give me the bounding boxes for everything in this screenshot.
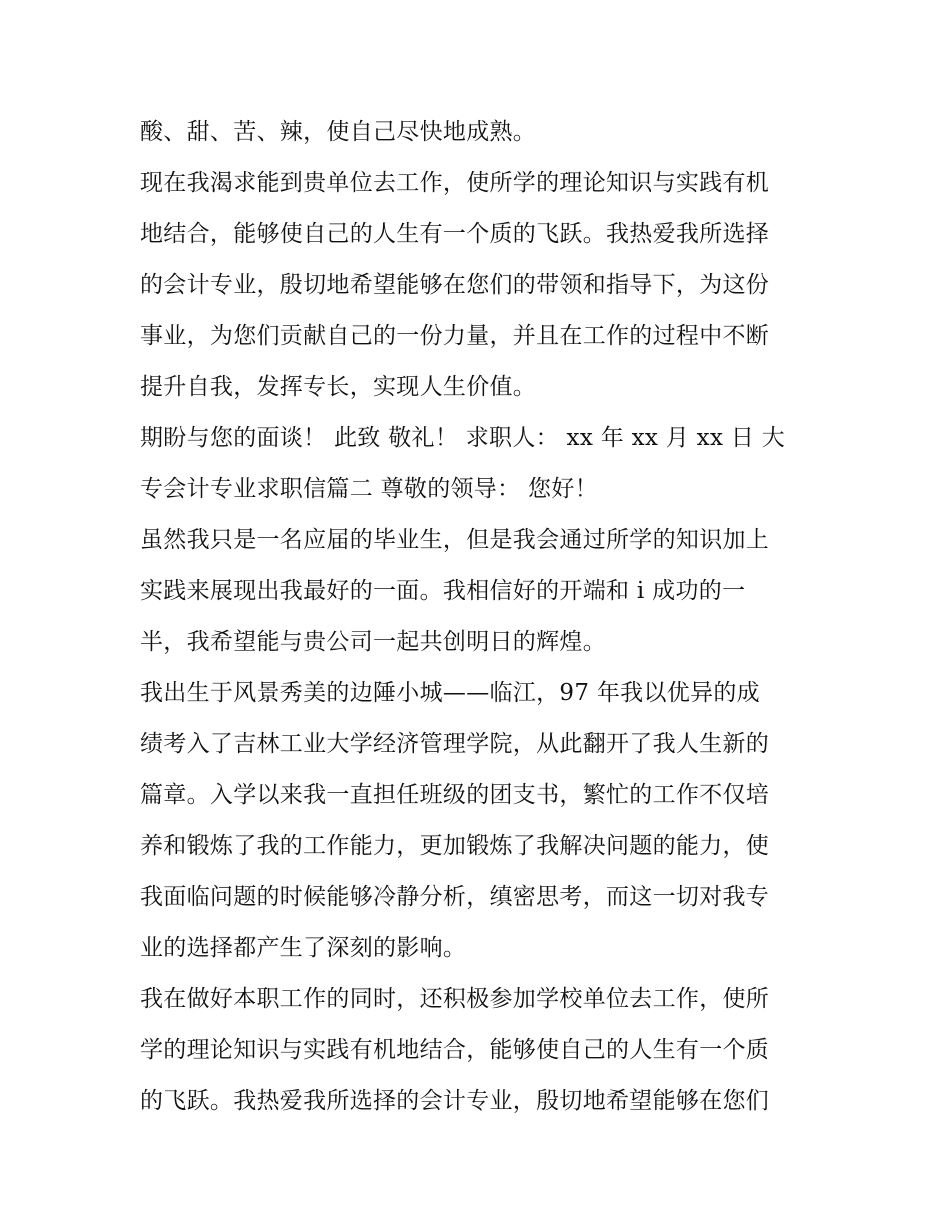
text-line-14: 篇章。入学以来我一直担任班级的团支书，繁忙的工作不仅培 [140, 782, 770, 808]
text-line-12: 我出生于风景秀美的边陲小城——临江，97 年我以优异的成 [140, 680, 760, 706]
text-line-18: 我在做好本职工作的同时，还积极参加学校单位去工作，使所 [140, 986, 770, 1012]
text-line-11: 半，我希望能与贵公司一起共创明日的辉煌。 [140, 629, 606, 655]
text-line-8: 专会计专业求职信篇二 尊敬的领导： 您好！ [140, 476, 598, 502]
text-line-9: 虽然我只是一名应届的毕业生，但是我会通过所学的知识加上 [140, 527, 770, 553]
text-line-15: 养和锻炼了我的工作能力，更加锻炼了我解决问题的能力，使 [140, 833, 770, 859]
text-line-16: 我面临问题的时候能够冷静分析，缜密思考，而这一切对我专 [140, 884, 770, 910]
text-line-5: 事业，为您们贡献自己的一份力量，并且在工作的过程中不断 [140, 323, 770, 349]
text-line-6: 提升自我，发挥专长，实现人生价值。 [140, 374, 537, 400]
text-line-10: 实践来展现出我最好的一面。我相信好的开端和 i 成功的一 [140, 578, 746, 604]
body-text [140, 107, 820, 1127]
text-line-4: 的会计专业，殷切地希望能够在您们的带领和指导下，为这份 [140, 272, 770, 298]
text-line-20: 的飞跃。我热爱我所选择的会计专业，殷切地希望能够在您们 [140, 1088, 770, 1114]
text-line-7: 期盼与您的面谈！ 此致 敬礼！ 求职人： xx 年 xx 月 xx 日 大 [140, 425, 786, 451]
text-line-1: 酸、甜、苦、辣，使自己尽快地成熟。 [140, 119, 537, 145]
text-line-17: 业的选择都产生了深刻的影响。 [140, 935, 467, 961]
text-line-2: 现在我渴求能到贵单位去工作，使所学的理论知识与实践有机 [140, 170, 770, 196]
text-line-19: 学的理论知识与实践有机地结合，能够使自己的人生有一个质 [140, 1037, 770, 1063]
text-line-3: 地结合，能够使自己的人生有一个质的飞跃。我热爱我所选择 [140, 221, 770, 247]
text-line-13: 绩考入了吉林工业大学经济管理学院，从此翻开了我人生新的 [140, 731, 770, 757]
